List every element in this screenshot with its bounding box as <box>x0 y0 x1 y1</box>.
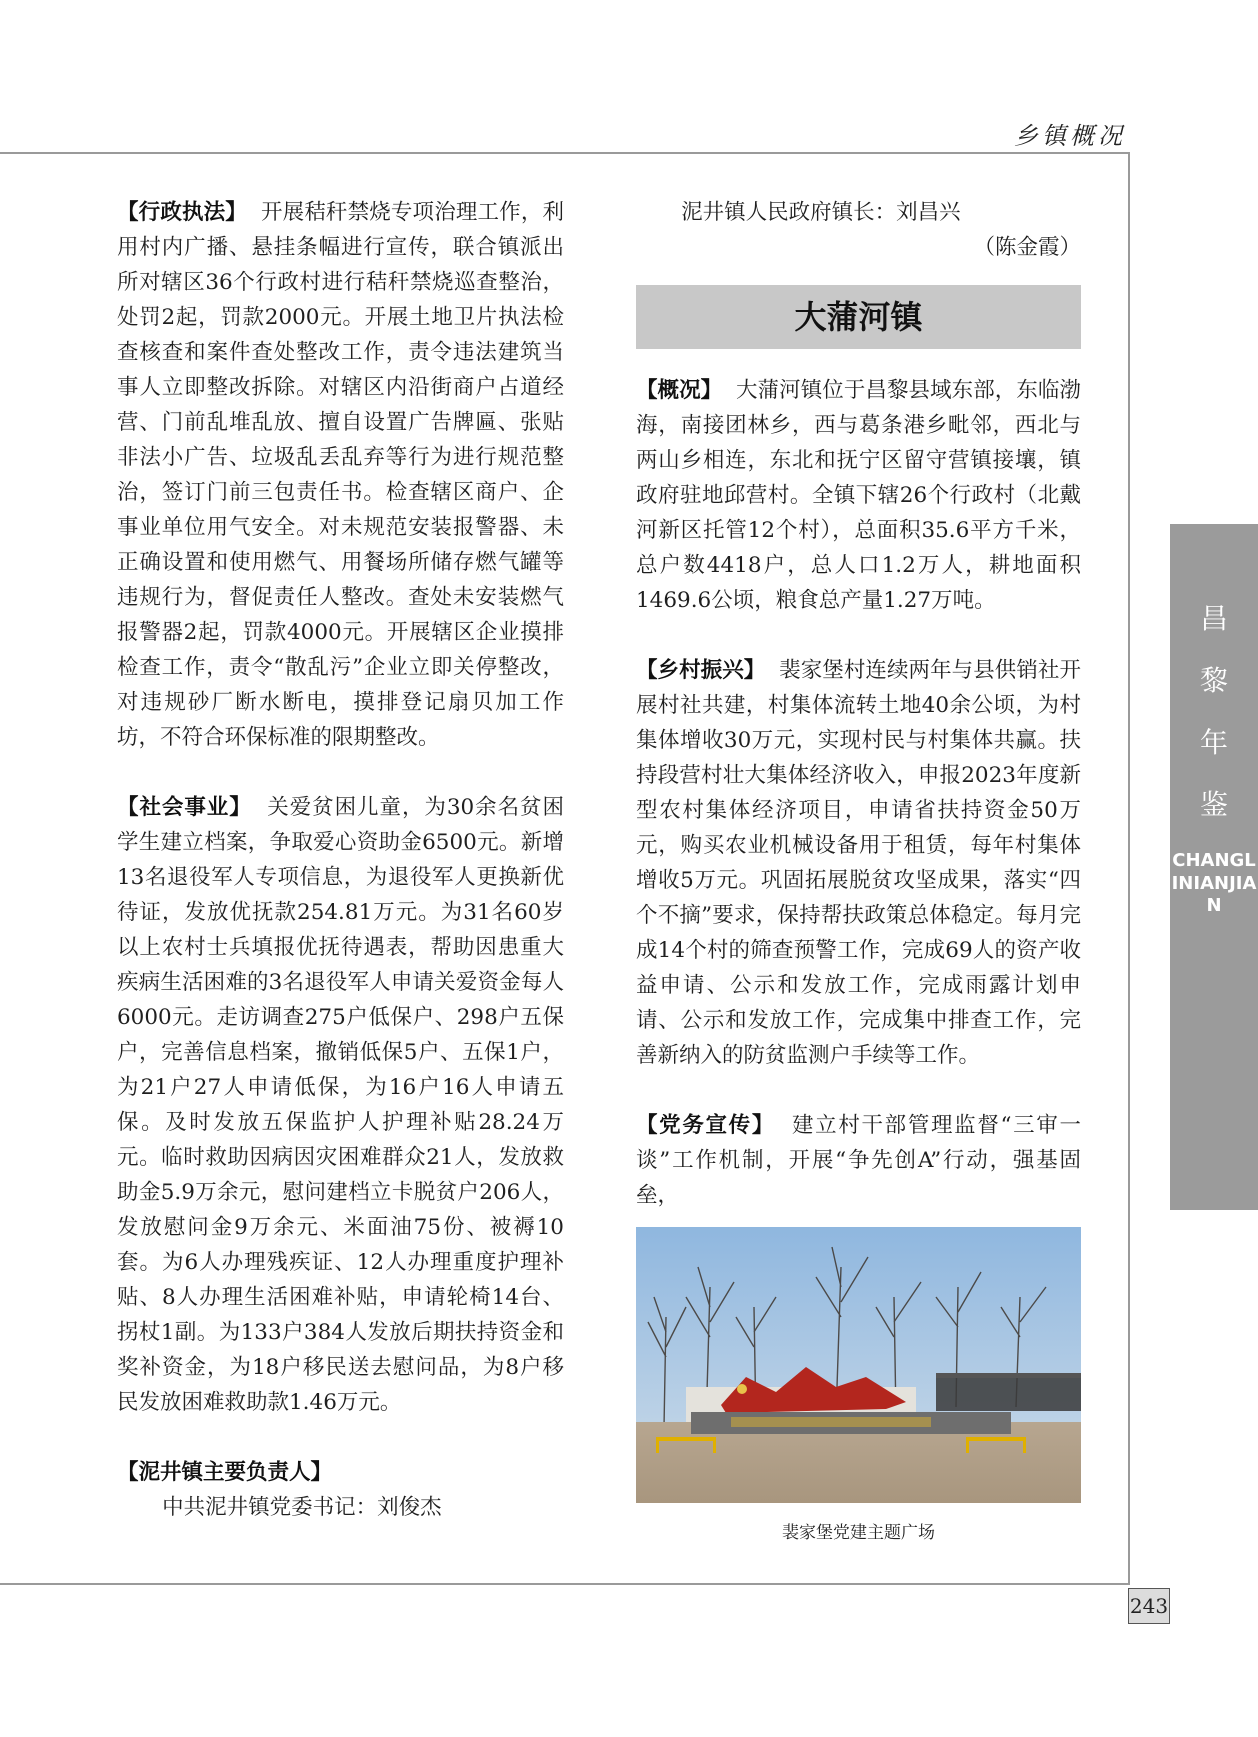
party-publicity-text: 建立村干部管理监督“三审一谈”工作机制，开展“争先创A”行动，强基固垒， <box>636 1113 1081 1208</box>
right-column <box>636 195 1081 1545</box>
rural-revitalization-tag: 【乡村振兴】 <box>636 658 766 683</box>
party-building-square-photo <box>636 1227 1081 1503</box>
admin-enforcement-text: 开展秸秆禁烧专项治理工作，利用村内广播、悬挂条幅进行宣传，联合镇派出所对辖区36个行政村进行秸秆禁烧巡查整治，处罚2起，罚款2000元。开展土地卫片执法检查核查和案件查处整改工作，责令违法建筑当事人立即整改拆除。对辖区内沿街商户占道经营、门前乱堆乱放、擅自设置广告牌匾、张贴非法小广告、垃圾乱丢乱弃等行为进行规范整治，签订门前三包责任书。检查辖区商户、企事业单位用气安全。对未规范安装报警器、未正确设置和使用燃气、用餐场所储存燃气罐等违规行为，督促责任人整改。查处未安装燃气报警器2起，罚款4000元。开展辖区企业摸排检查工作，责令“散乱污”企业立即关停整改，对违规砂厂断水断电，摸排登记扇贝加工作坊，不符合环保标准的限期整改。 <box>117 200 564 750</box>
rural-revitalization-text: 裴家堡村连续两年与县供销社开展村社共建，村集体流转土地40余公顷，为村集体增收30万元，实现村民与村集体共赢。扶持段营村壮大集体经济收入，申报2023年度新型农村集体经济项目，申请省扶持资金50万元，购买农业机械设备用于租赁，每年村集体增收5万元。巩固拓展脱贫攻坚成果，落实“四个不摘”要求，保持帮扶政策总体稳定。每月完成14个村的筛查预警工作，完成69人的资产收益申请、公示和发放工作，完成雨露计划申请、公示和发放工作，完成集中排查工作，完善新纳入的防贫监测户手续等工作。 <box>636 658 1081 1068</box>
leaders-tag: 【泥井镇主要负责人】 <box>117 1460 333 1485</box>
section-header-label: 乡镇概况 <box>1014 122 1126 150</box>
side-tab-char: 黎 <box>1199 664 1228 697</box>
social-affairs-text: 关爱贫困儿童，为30余名贫困学生建立档案，争取爱心资助金6500元。新增13名退役军人专项信息，为退役军人更换新优待证，发放优抚款254.81万元。为31名60岁以上农村士兵填报优抚待遇表，帮助因患重大疾病生活困难的3名退役军人申请关爱资金每人6000元。走访调查275户低保户、298户五保户，完善信息档案，撤销低保5户、五保1户，为21户27人申请低保，为16户16人申请五保。及时发放五保监护人护理补贴28.24万元。临时救助因病因灾困难群众21人，发放救助金5.9万余元，慰问建档立卡脱贫户206人，发放慰问金9万余元、米面油75份、被褥10套。为6人办理残疾证、12人办理重度护理补贴、8人办理生活困难补贴，申请轮椅14台、拐杖1副。为133户384人发放后期扶持资金和奖补资金，为18户移民送去慰问品，为8户移民发放困难救助款1.46万元。 <box>117 795 564 1415</box>
side-tab-char: 昌 <box>1199 602 1228 635</box>
left-column <box>117 195 564 1525</box>
overview-text: 大蒲河镇位于昌黎县域东部，东临渤海，南接团林乡，西与葛条港乡毗邻，西北与两山乡相连，东北和抚宁区留守营镇接壤，镇政府驻地邱营村。全镇下辖26个行政村（北戴河新区托管12个村），总面积35.6平方千米，总户数4418户，总人口1.2万人，耕地面积1469.6公顷，粮食总产量1.27万吨。 <box>636 378 1081 613</box>
admin-enforcement-paragraph <box>117 195 564 755</box>
overview-tag: 【概况】 <box>636 378 723 403</box>
side-tab-char: 年 <box>1199 726 1228 759</box>
town-section-title: 大蒲河镇 <box>636 285 1081 349</box>
social-affairs-paragraph <box>117 790 564 1420</box>
side-tab-char: 鉴 <box>1199 788 1228 821</box>
party-publicity-paragraph <box>636 1108 1081 1213</box>
frame-right-rule <box>1128 152 1130 1584</box>
frame-top-rule <box>0 152 1130 154</box>
side-tab-title <box>1170 588 1258 836</box>
side-tab-yearbook <box>1170 524 1258 1210</box>
side-tab-pinyin: CHANGLINIANJIAN <box>1171 850 1257 917</box>
photo-caption: 裴家堡党建主题广场 <box>782 1523 935 1543</box>
overview-paragraph <box>636 373 1081 618</box>
leaders-heading <box>117 1455 564 1490</box>
rural-revitalization-paragraph <box>636 653 1081 1073</box>
article-author: （陈金霞） <box>973 235 1081 260</box>
frame-bottom-rule <box>0 1583 1130 1585</box>
leader-town-mayor: 泥井镇人民政府镇长：刘昌兴 <box>681 200 961 225</box>
page-number: 243 <box>1128 1588 1170 1624</box>
social-affairs-tag: 【社会事业】 <box>117 795 252 820</box>
admin-enforcement-tag: 【行政执法】 <box>117 200 247 225</box>
party-publicity-tag: 【党务宣传】 <box>636 1113 775 1138</box>
leader-party-secretary: 中共泥井镇党委书记：刘俊杰 <box>162 1495 442 1520</box>
